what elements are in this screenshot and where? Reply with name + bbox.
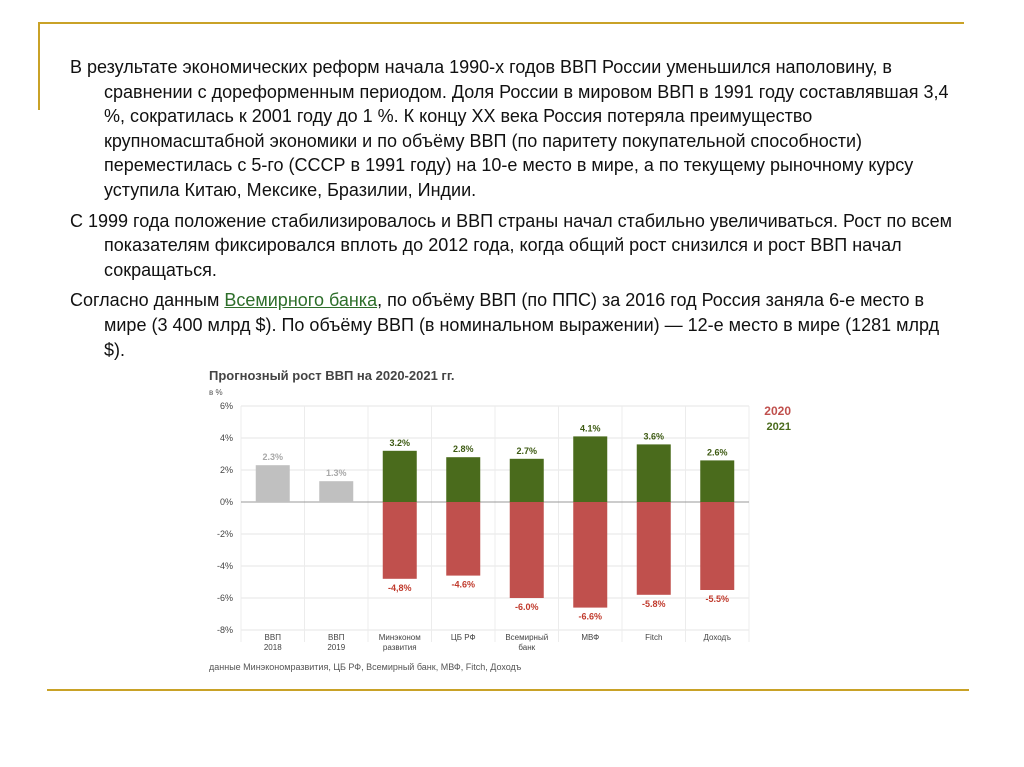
legend-2021: 2021 [766, 421, 791, 433]
chart-title: Прогнозный рост ВВП на 2020-2021 гг. [209, 368, 455, 383]
data-label-2020: -4.6% [451, 579, 476, 590]
bar-2021 [319, 481, 353, 502]
data-label-2021: 1.3% [325, 468, 347, 479]
y-tick-label: 0% [219, 497, 233, 507]
text-block [70, 55, 960, 368]
data-label-2020: -5.8% [641, 598, 666, 609]
category-label: банк [518, 643, 536, 652]
category-label: ЦБ РФ [450, 633, 476, 642]
category-label: Доходъ [703, 633, 732, 642]
data-label-2021: 2.6% [706, 447, 728, 458]
data-label-2020: -6.0% [514, 602, 539, 612]
bar-2021 [573, 436, 607, 502]
gdp-forecast-chart [203, 360, 807, 678]
left-border-line [38, 22, 40, 110]
data-label-2020: -4,8% [387, 582, 412, 593]
category-label: Fitch [645, 633, 663, 642]
y-tick-label: 4% [219, 433, 233, 443]
category-label: 2018 [263, 643, 282, 652]
category-label: ВВП [264, 633, 281, 642]
paragraph-1: В результате экономических реформ начала 1990-х годов ВВП России уменьшился наполовину, в сравнении с дореформенным периодом. Доля России в мировом ВВП в 1991 году составлявшая 3,4 %, сократилась к 2001 году до 1 %. К концу XX века Россия потеряла преимущество крупномасштабной экономики и по объёму ВВП (по паритету покупательной способности) переместилась с 5-го (СССР в 1991 году) на 10-е место в мире, а по текущему рыночному курсу уступила Китаю, Мексике, Бразилии, Индии. [70, 57, 949, 200]
y-tick-label: -4% [216, 561, 233, 571]
data-label-2021: 3.2% [389, 437, 411, 448]
data-label-2021: 3.6% [643, 431, 665, 442]
category-label: ВВП [328, 633, 345, 642]
bar-2020 [573, 502, 607, 608]
chart-svg [203, 360, 807, 678]
category-label: развития [382, 643, 417, 652]
y-tick-label: -2% [216, 529, 233, 539]
data-label-2021: 2.8% [452, 444, 474, 455]
paragraph-3-before: Согласно данным [70, 290, 225, 311]
data-label-2021: 2.7% [516, 445, 538, 456]
bar-2020 [446, 502, 480, 576]
source-note: данные Минэкономразвития, ЦБ РФ, Всемирный банк, МВФ, Fitch, Доходъ [209, 662, 522, 672]
y-tick-label: 2% [219, 465, 233, 475]
bottom-border-line [47, 689, 969, 691]
category-label: МВФ [581, 633, 600, 642]
data-label-2020: -6.6% [578, 611, 603, 622]
unit-label: в % [209, 388, 223, 397]
bar-2020 [510, 502, 544, 598]
y-tick-label: 6% [219, 401, 233, 411]
data-label-2021: 4.1% [579, 423, 601, 434]
paragraph-2: С 1999 года положение стабилизировалось и ВВП страны начал стабильно увеличиваться. Рост по всем показателям фиксировался вплоть до 2012 года, когда общий рост снизился и рост ВВП начал сокращаться. [70, 210, 952, 280]
category-label: Минэконом [378, 633, 421, 642]
data-label-2021: 2.3% [262, 452, 284, 463]
y-tick-label: -6% [216, 593, 233, 603]
top-border-line [38, 22, 964, 24]
bar-2020 [700, 502, 734, 590]
y-tick-label: -8% [216, 625, 233, 635]
bar-2021 [256, 465, 290, 502]
world-bank-link[interactable]: Всемирного банка [224, 290, 378, 311]
paragraph-3 [70, 288, 960, 362]
bar-2021 [700, 460, 734, 502]
paragraph-3-after: , по объёму ВВП (по ППС) за 2016 год Россия заняла 6-е место в мире (3 400 млрд $). По объёму ВВП (в номинальном выражении) — 12-е место в мире (1281 млрд $). [104, 290, 940, 360]
bar-2021 [383, 451, 417, 502]
bar-2021 [510, 459, 544, 502]
data-label-2020: -5.5% [705, 594, 730, 604]
category-label: Всемирный [505, 633, 549, 642]
category-label: 2019 [327, 643, 346, 652]
bar-2020 [383, 502, 417, 579]
bar-2020 [637, 502, 671, 595]
legend-2020: 2020 [764, 404, 791, 418]
bar-2021 [637, 444, 671, 502]
bar-2021 [446, 457, 480, 502]
